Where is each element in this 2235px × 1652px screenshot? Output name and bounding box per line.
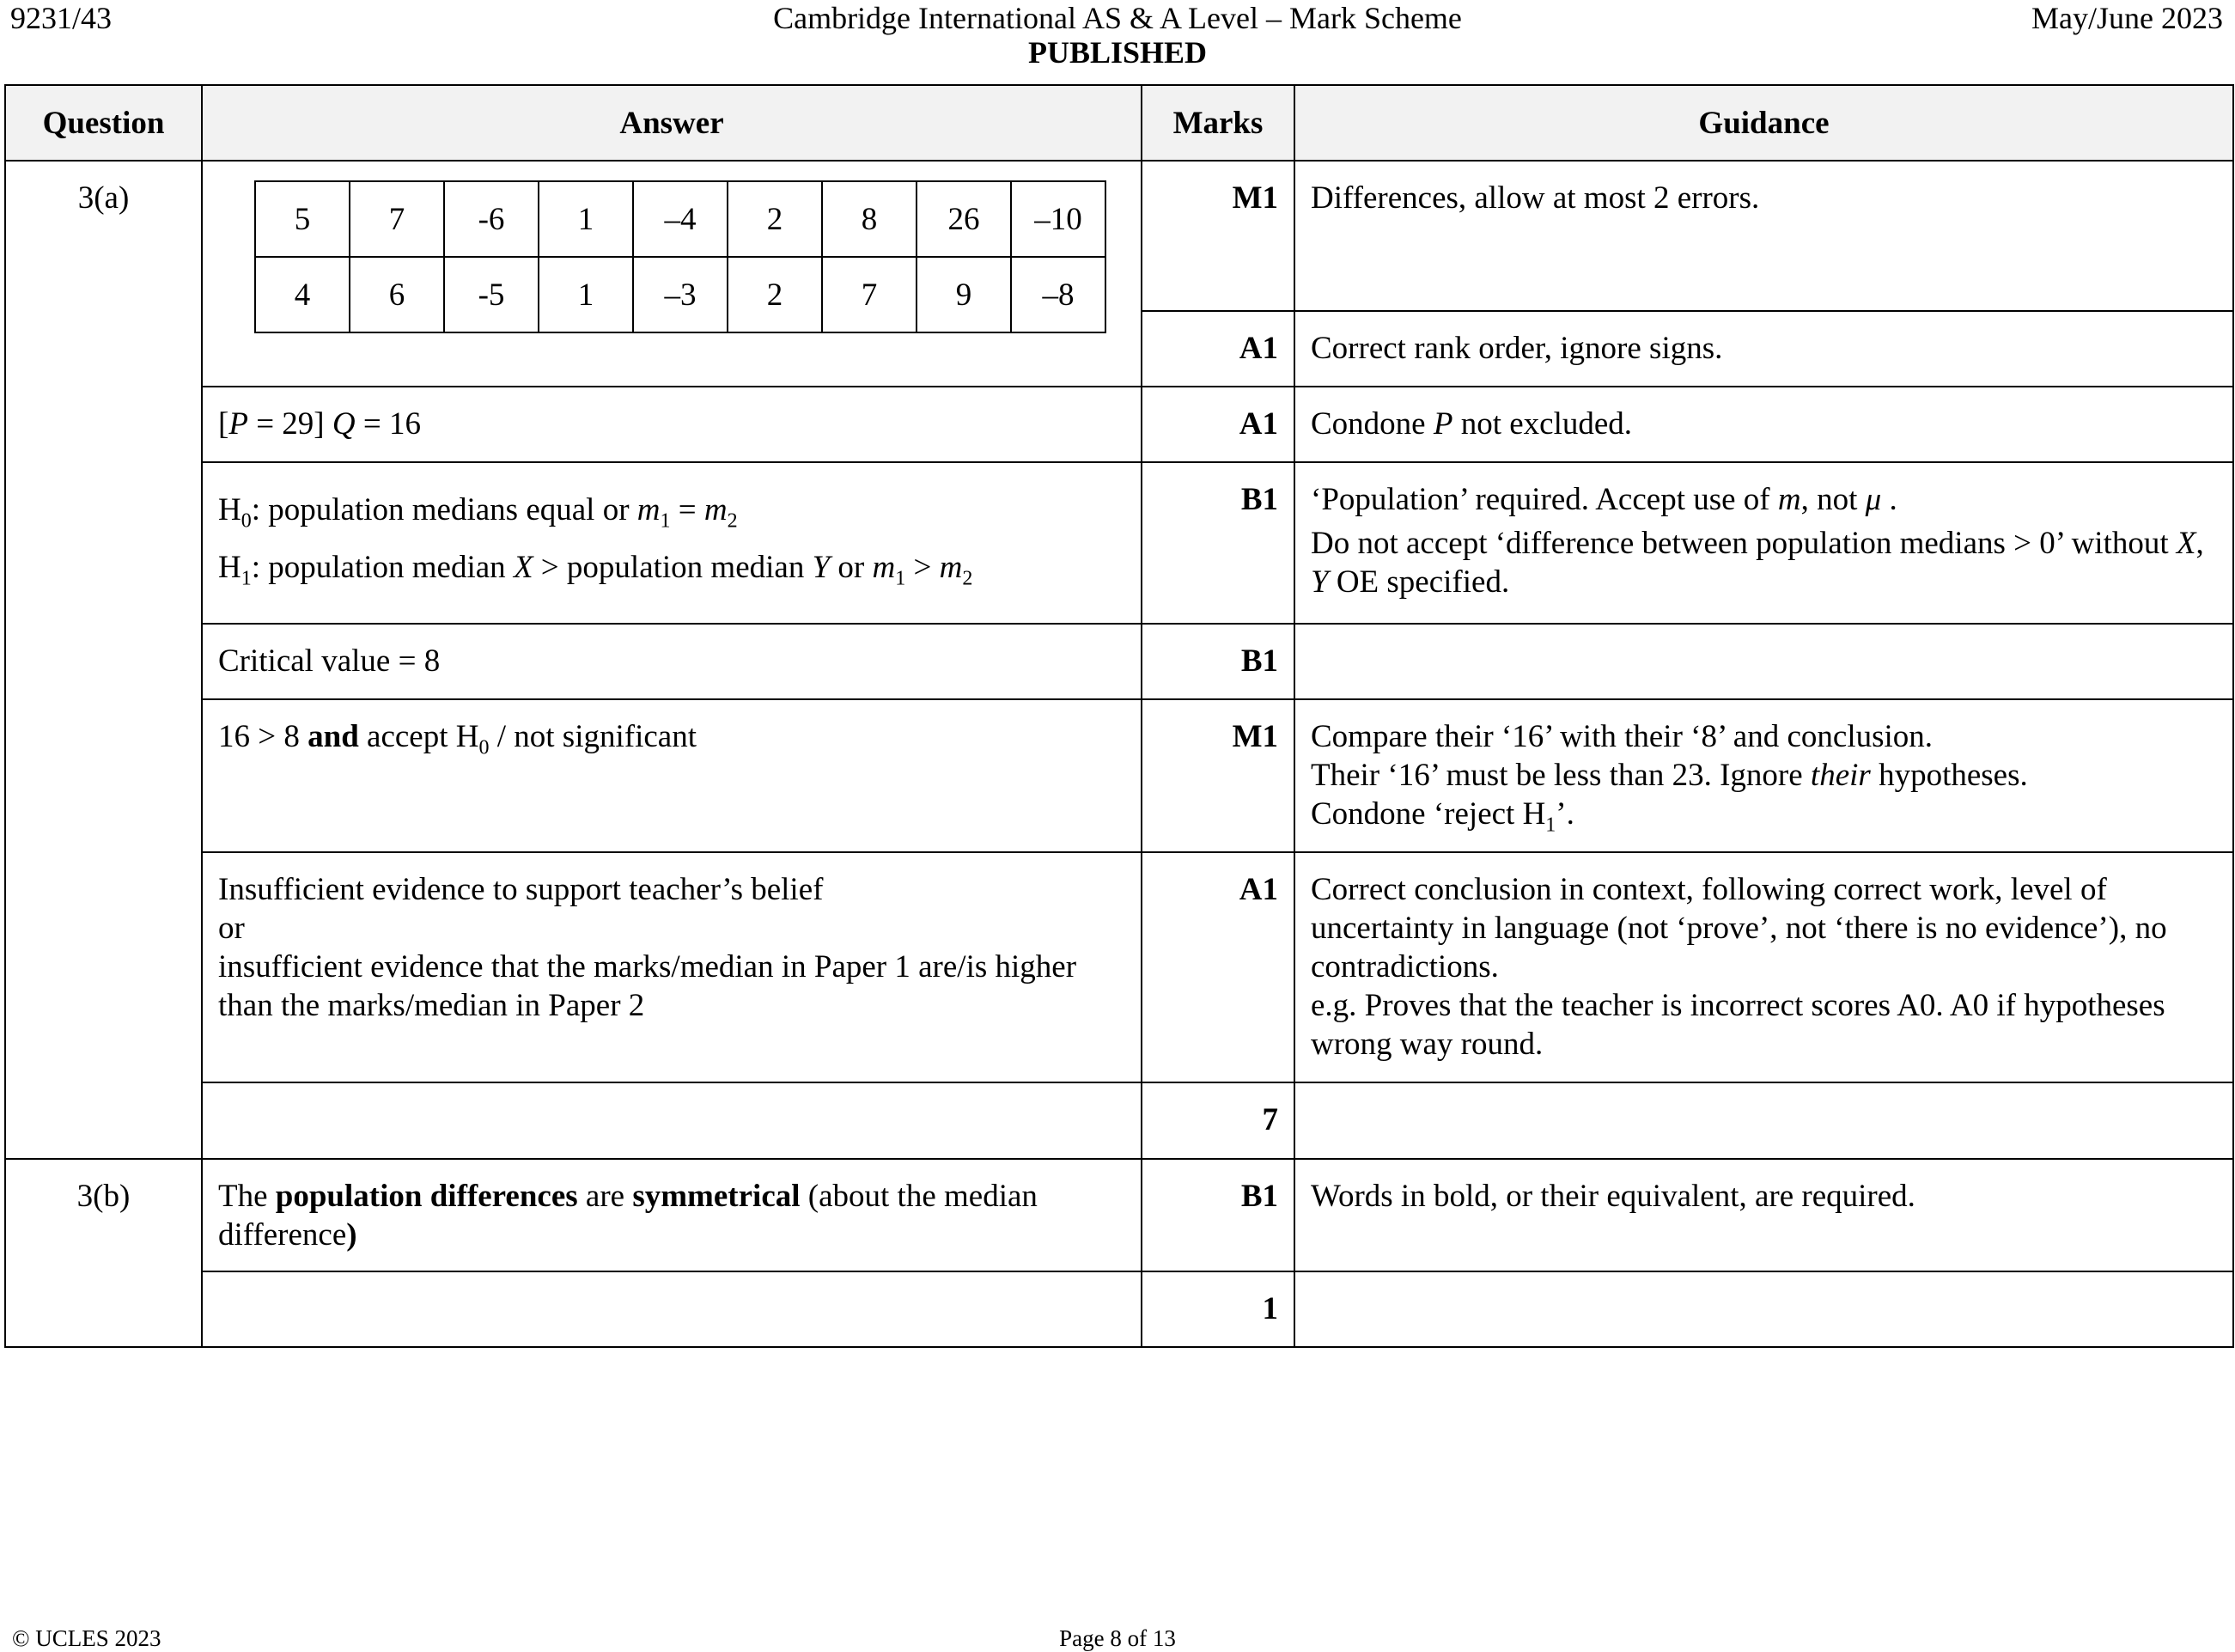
question-3b: 3(b) — [5, 1159, 202, 1347]
mark: B1 — [1142, 1159, 1294, 1271]
difference-cell: -6 — [444, 181, 539, 257]
difference-cell: 1 — [539, 181, 633, 257]
col-answer: Answer — [202, 85, 1142, 161]
total-row — [5, 1082, 2233, 1159]
guidance: ‘Population’ required. Accept use of m, not μ . Do not accept ‘difference between population medians > 0’ without X, Y OE specified. — [1294, 462, 2233, 624]
table-row — [5, 462, 2233, 624]
differences-row — [255, 181, 1105, 257]
mark: B1 — [1142, 462, 1294, 624]
question-3a: 3(a) — [5, 161, 202, 1159]
answer: 16 > 8 and accept $H_0$ / not significant — [202, 699, 1142, 852]
title: Cambridge International AS & A Level – Mark Scheme — [773, 1, 1462, 35]
mark: A1 — [1142, 311, 1294, 387]
mark-scheme-table — [4, 84, 2234, 1348]
paper-code: 9231/43 — [10, 1, 113, 35]
mark: M1 — [1142, 699, 1294, 852]
difference-cell: 8 — [822, 181, 917, 257]
mark: M1 — [1142, 161, 1294, 311]
col-marks: Marks — [1142, 85, 1294, 161]
answer: Critical value = 8 — [202, 624, 1142, 699]
mark: A1 — [1142, 852, 1294, 1082]
col-guidance: Guidance — [1294, 85, 2233, 161]
guidance: Correct rank order, ignore signs. — [1294, 311, 2233, 387]
difference-cell: -5 — [444, 257, 539, 332]
guidance: Correct conclusion in context, following correct work, level of uncertainty in language (not ‘prove’, not ‘there is no evidence’), no contradictions. e.g. Proves that the teacher is incorrect scores A0. A0 if hypotheses wrong way round. — [1294, 852, 2233, 1082]
difference-cell: 2 — [728, 181, 822, 257]
null-hypothesis: $H_0$: population medians equal or $m_1 = m_2$ — [218, 492, 738, 533]
copyright: © UCLES 2023 — [12, 1625, 161, 1651]
session: May/June 2023 — [2031, 1, 2223, 35]
guidance: Words in bold, or their equivalent, are required. — [1294, 1159, 2233, 1271]
difference-cell: 1 — [539, 257, 633, 332]
difference-cell: –4 — [633, 181, 728, 257]
alternative-hypothesis: $H_1$: population median X > population median Y or $m_1 > m_2$ — [218, 550, 973, 590]
table-row — [5, 387, 2233, 462]
guidance: Condone P not excluded. — [1294, 387, 2233, 462]
mark: B1 — [1142, 624, 1294, 699]
table-row — [5, 1159, 2233, 1271]
difference-cell: 7 — [822, 257, 917, 332]
difference-cell: 2 — [728, 257, 822, 332]
table-row — [5, 699, 2233, 852]
total-marks: 7 — [1142, 1082, 1294, 1159]
difference-cell: 5 — [255, 181, 350, 257]
col-question: Question — [5, 85, 202, 161]
mark: A1 — [1142, 387, 1294, 462]
guidance — [1294, 624, 2233, 699]
table-row — [5, 852, 2233, 1082]
difference-cell: 26 — [917, 181, 1011, 257]
answer: Insufficient evidence to support teacher’s belief or insufficient evidence that the marks/median in Paper 1 are/is higher than the marks/median in Paper 2 — [202, 852, 1142, 1082]
differences-row — [255, 257, 1105, 332]
differences-table — [254, 180, 1106, 333]
header-row — [5, 85, 2233, 161]
differences-answer — [202, 161, 1142, 387]
difference-cell: –3 — [633, 257, 728, 332]
published-label: PUBLISHED — [1027, 35, 1208, 70]
document-title — [0, 0, 2235, 70]
answer: The population differences are symmetrical (about the median difference) — [202, 1159, 1142, 1271]
difference-cell: –10 — [1011, 181, 1105, 257]
table-row — [5, 161, 2233, 311]
difference-cell: –8 — [1011, 257, 1105, 332]
table-row — [5, 624, 2233, 699]
total-row — [5, 1271, 2233, 1347]
total-marks: 1 — [1142, 1271, 1294, 1347]
guidance: Differences, allow at most 2 errors. — [1294, 161, 2233, 311]
difference-cell: 6 — [350, 257, 444, 332]
page-number: Page 8 of 13 — [1059, 1625, 1176, 1651]
guidance: Compare their ‘16’ with their ‘8’ and conclusion. Their ‘16’ must be less than 23. Ignore their hypotheses. Condone ‘reject $H_1$’. — [1294, 699, 2233, 852]
difference-cell: 4 — [255, 257, 350, 332]
difference-cell: 7 — [350, 181, 444, 257]
hypotheses-answer — [202, 462, 1142, 624]
answer: [P = 29] Q = 16 — [202, 387, 1142, 462]
difference-cell: 9 — [917, 257, 1011, 332]
